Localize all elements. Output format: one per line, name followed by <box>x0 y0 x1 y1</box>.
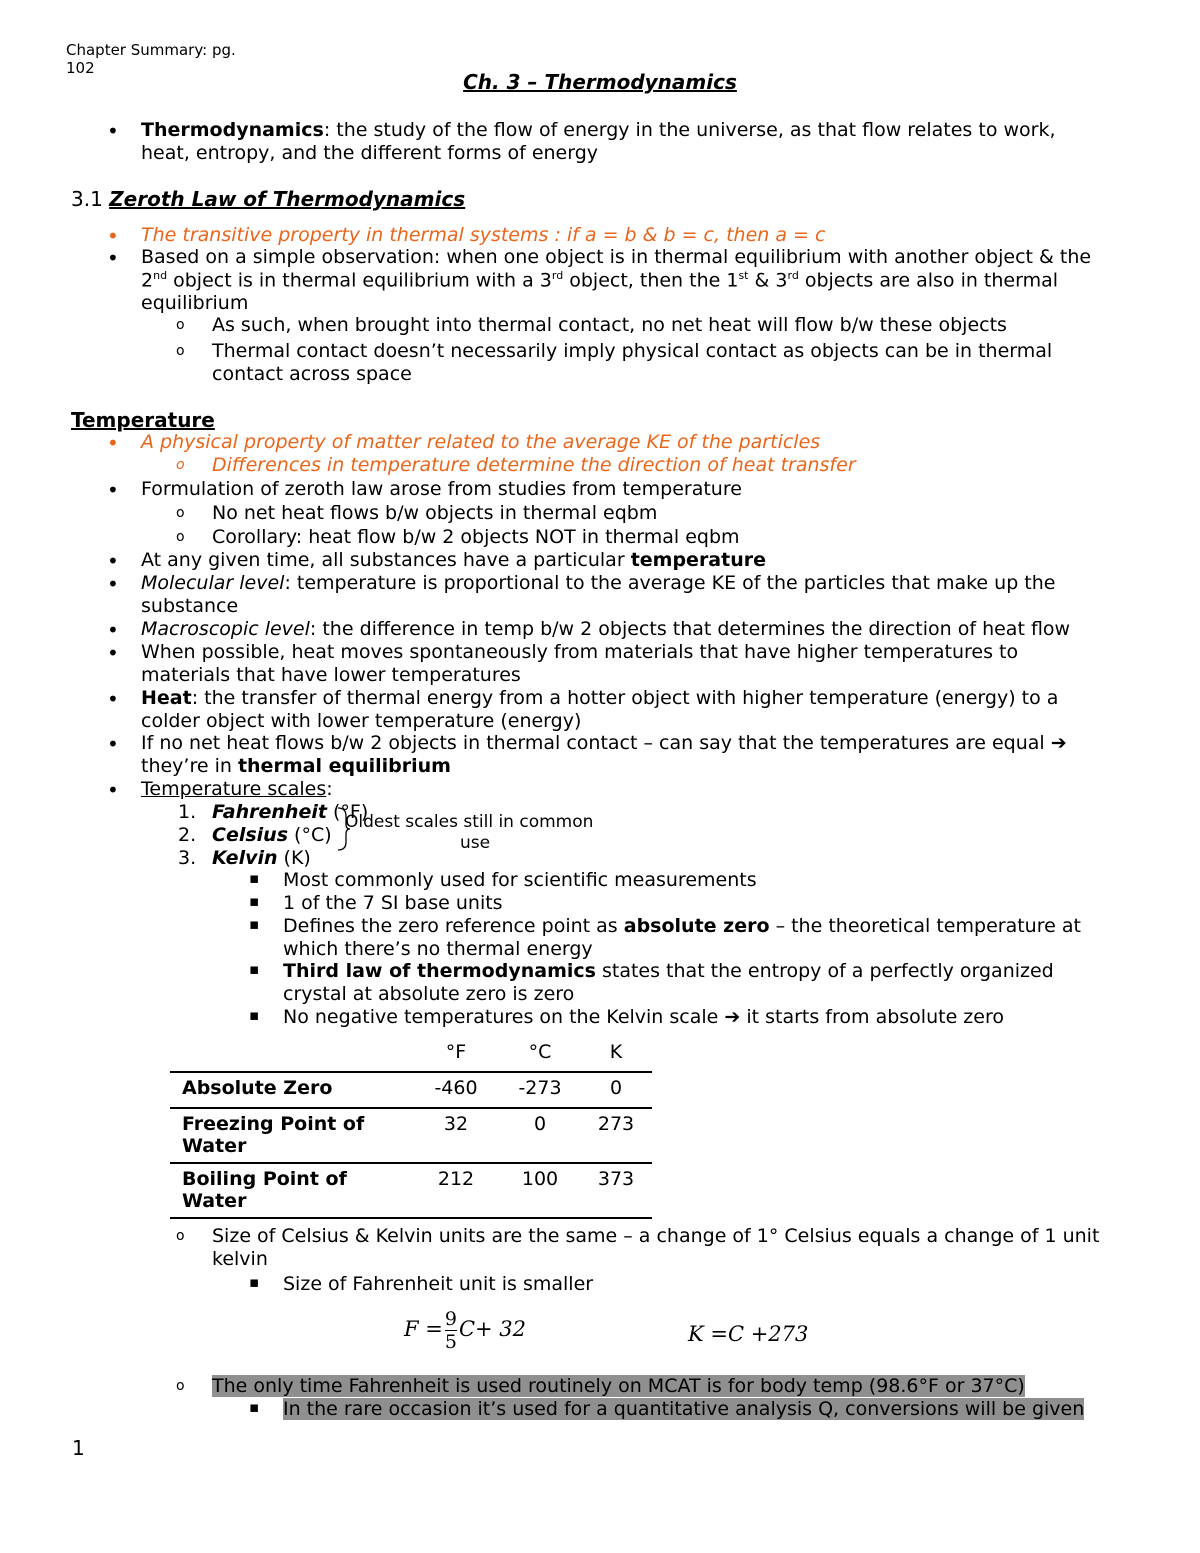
row-label-line-1: Boiling Point of <box>182 1168 347 1190</box>
scale-name: Kelvin <box>212 847 278 869</box>
thermal-contact-line-2: contact across space <box>212 363 412 385</box>
unit-size-item: o Size of Celsius & Kelvin units are the same – a change of 1° Celsius equals a change of 1 unit <box>212 1225 1099 1247</box>
table-header-cell: K <box>609 1041 623 1063</box>
kelvin-absolute-zero-line-2: which there’s no thermal energy <box>283 938 593 960</box>
particular-text: At any given time, all substances have a particular <box>141 549 631 571</box>
table-header-cell: °F <box>445 1041 467 1063</box>
heat-definition-line-2: colder object with lower temperature (energy) <box>141 710 582 732</box>
third-law-term: Third law of thermodynamics <box>283 960 596 982</box>
section-number: 3.1 <box>71 187 110 211</box>
equilibrium-text-2: they’re in <box>141 755 238 777</box>
eq-lhs: F = <box>404 1317 443 1341</box>
row-label <box>170 1163 412 1218</box>
obs-text-c: object, then the 1 <box>563 269 739 292</box>
observation-line-3: equilibrium <box>141 292 249 314</box>
kelvin-item-no-negative <box>283 1006 1004 1028</box>
scale-unit: (K) <box>277 847 311 869</box>
highlighted-text: The only time Fahrenheit is used routinely on MCAT is for body temp (98.6°F or 37°C) <box>212 1375 1025 1397</box>
scale-kelvin <box>178 847 311 869</box>
row-label <box>170 1108 412 1163</box>
kelvin-item-absolute-zero <box>283 915 1081 937</box>
obs-text-d: & 3 <box>748 269 788 292</box>
arrow-right-icon: ➔ <box>1050 732 1067 754</box>
conversions-given-item <box>283 1398 1084 1420</box>
kelvin-item-si: ▪ 1 of the 7 SI base units <box>283 892 503 914</box>
temperature-comparison-table <box>170 1041 652 1219</box>
intro-bullet <box>141 119 1056 141</box>
heat-text: : the transfer of thermal energy from a hotter object with higher temperature (energy) to a <box>191 687 1059 709</box>
kelvin-item-third-law <box>283 960 1054 982</box>
ord-2: 2 <box>141 269 154 292</box>
kelvin-item-common: ▪ Most commonly used for scientific measurements <box>283 869 757 891</box>
thermal-contact-item: o Thermal contact doesn’t necessarily imply physical contact as objects can be in thermal <box>212 340 1052 362</box>
temp-definition-bullet: • A physical property of matter related to the average KE of the particles <box>141 431 820 453</box>
oldest-scales-note-line-2: use <box>460 833 491 853</box>
observation-bullet: • Based on a simple observation: when one object is in thermal equilibrium with another object & the <box>141 246 1091 268</box>
page-title: Ch. 3 – Thermodynamics <box>463 70 737 94</box>
particular-temperature-bullet <box>141 549 766 571</box>
fraction-numerator: 9 <box>444 1308 457 1330</box>
row-label-line-1: Freezing Point of <box>182 1113 365 1135</box>
transitive-bullet: • The transitive property in thermal systems : if a = b & b = c, then a = c <box>141 224 825 246</box>
spontaneous-heat-bullet: • When possible, heat moves spontaneously from materials that have higher temperatures to <box>141 641 1018 663</box>
table-header-cell <box>170 1041 412 1072</box>
equilibrium-text: If no net heat flows b/w 2 objects in thermal contact – can say that the temperatures are equal <box>141 732 1051 754</box>
heat-definition-bullet <box>141 687 1058 709</box>
spontaneous-heat-line-2: materials that have lower temperatures <box>141 664 521 686</box>
fraction-denominator: 5 <box>444 1331 457 1353</box>
eq-kelvin: K =C +273 <box>688 1322 809 1346</box>
sup-rd: rd <box>551 269 564 282</box>
abs-zero-text-b: – the theoretical temperature at <box>769 915 1081 937</box>
table-header-cell: °C <box>528 1041 552 1063</box>
abs-zero-text-a: Defines the zero reference point as <box>283 915 624 937</box>
cell-c: -273 <box>500 1072 580 1108</box>
cell-f: 32 <box>412 1108 500 1163</box>
table-row <box>170 1072 652 1108</box>
obs-text-e: objects are also in thermal <box>798 269 1059 292</box>
page-number: 1 <box>72 1436 85 1460</box>
obs-text-b: object is in thermal equilibrium with a 3 <box>167 269 552 292</box>
temperature-heading: Temperature <box>71 408 215 432</box>
molecular-level-bullet <box>141 572 1055 594</box>
fahrenheit-smaller-item: ▪ Size of Fahrenheit unit is smaller <box>283 1273 593 1295</box>
sup-nd: nd <box>153 269 168 282</box>
header-line-2: 102 <box>66 59 95 77</box>
intro-text: : the study of the flow of energy in the universe, as that flow relates to work, <box>323 119 1056 141</box>
section-3-1-heading <box>71 187 465 211</box>
section-title: Zeroth Law of Thermodynamics <box>109 187 466 211</box>
no-negative-text-a: No negative temperatures on the Kelvin scale <box>283 1006 725 1028</box>
macroscopic-text: : the difference in temp b/w 2 objects that determines the direction of heat flow <box>309 618 1071 640</box>
kelvin-equation <box>688 1322 808 1346</box>
row-label-line-2: Water <box>182 1190 247 1212</box>
scale-celsius <box>178 824 332 846</box>
table-row <box>170 1163 652 1218</box>
table-header-row <box>170 1041 652 1072</box>
scale-number: 3. <box>178 847 197 869</box>
corollary-item: o Corollary: heat flow b/w 2 objects NOT in thermal eqbm <box>212 526 740 548</box>
sup-rd-2: rd <box>787 269 799 282</box>
absolute-zero-term: absolute zero <box>623 915 770 937</box>
scale-name: Celsius <box>212 824 288 846</box>
cell-f: 212 <box>412 1163 500 1218</box>
cell-c: 100 <box>500 1163 580 1218</box>
mcat-fahrenheit-item <box>212 1375 1025 1397</box>
molecular-term: Molecular level <box>141 572 285 594</box>
zeroth-formulation-bullet: • Formulation of zeroth law arose from studies from temperature <box>141 478 742 500</box>
no-net-heat-eqbm-item: o No net heat flows b/w objects in thermal eqbm <box>212 502 657 524</box>
scale-unit: (°C) <box>288 824 332 846</box>
observation-line-2 <box>141 269 1058 291</box>
thermal-equilibrium-bullet <box>141 732 1067 754</box>
intro-term: Thermodynamics <box>141 119 324 141</box>
header-line-1: Chapter Summary: pg. <box>66 41 236 59</box>
molecular-line-2: substance <box>141 595 239 617</box>
thermal-equilibrium-line-2 <box>141 755 451 777</box>
thermal-equilibrium-term: thermal equilibrium <box>237 755 451 777</box>
scale-name: Fahrenheit <box>212 801 327 823</box>
cell-k: 373 <box>580 1163 652 1218</box>
oldest-scales-note: Oldest scales still in common <box>345 812 594 832</box>
macroscopic-term: Macroscopic level <box>141 618 310 640</box>
temperature-scales-label: Temperature scales <box>141 778 327 800</box>
heat-term: Heat <box>141 687 192 709</box>
cell-k: 273 <box>580 1108 652 1163</box>
intro-line-2: heat, entropy, and the different forms of energy <box>141 142 599 164</box>
temperature-term: temperature <box>630 549 766 571</box>
arrow-right-icon: ➔ <box>724 1006 741 1028</box>
scale-number: 1. <box>178 801 197 823</box>
unit-size-line-2: kelvin <box>212 1248 268 1270</box>
fraction <box>445 1308 457 1353</box>
scales-colon: : <box>326 778 333 800</box>
temperature-scales-bullet <box>141 778 333 800</box>
no-negative-text-b: it starts from absolute zero <box>740 1006 1004 1028</box>
highlighted-text: In the rare occasion it’s used for a quantitative analysis Q, conversions will be given <box>283 1398 1085 1420</box>
scale-unit: (°F) <box>326 801 369 823</box>
third-law-text: states that the entropy of a perfectly organized <box>595 960 1054 982</box>
cell-f: -460 <box>412 1072 500 1108</box>
sup-st: st <box>738 269 749 282</box>
macroscopic-level-bullet <box>141 618 1070 640</box>
molecular-text: : temperature is proportional to the average KE of the particles that make up the <box>284 572 1056 594</box>
row-label-line-2: Water <box>182 1135 247 1157</box>
table-row <box>170 1108 652 1163</box>
cell-k: 0 <box>580 1072 652 1108</box>
cell-c: 0 <box>500 1108 580 1163</box>
temp-difference-item: o Differences in temperature determine the direction of heat transfer <box>212 454 856 476</box>
kelvin-third-law-line-2: crystal at absolute zero is zero <box>283 983 575 1005</box>
row-label: Absolute Zero <box>170 1072 412 1108</box>
no-net-heat-item: o As such, when brought into thermal contact, no net heat will flow b/w these objects <box>212 314 1007 336</box>
scale-number: 2. <box>178 824 197 846</box>
fahrenheit-equation <box>404 1308 526 1353</box>
eq-rhs: C+ 32 <box>458 1317 526 1341</box>
